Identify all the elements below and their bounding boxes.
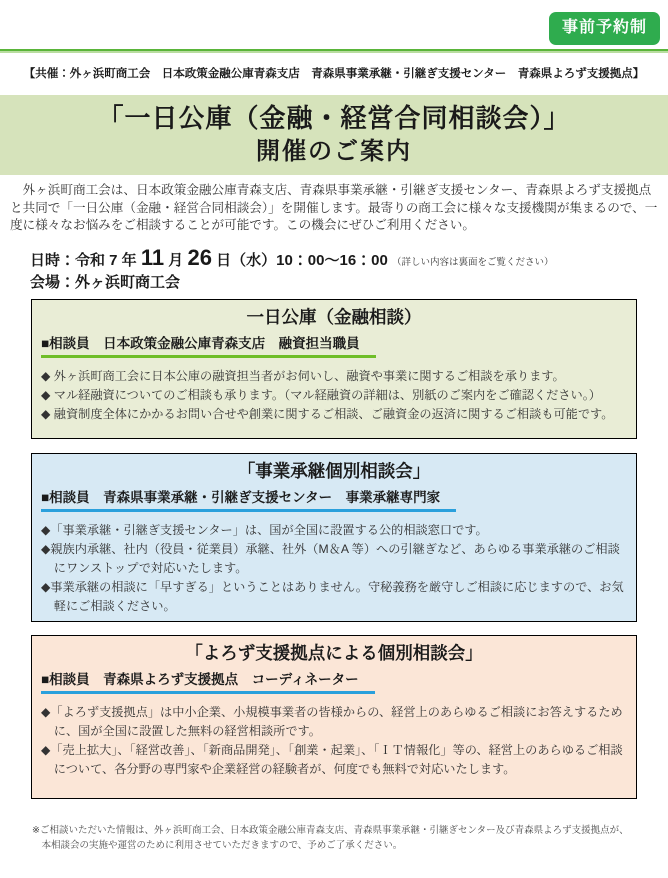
venue-line: 会場：外ヶ浜町商工会 [30,273,181,291]
bullet-item: ◆事業承継の相談に「早すぎる」ということはありません。守秘義務を厳守しご相談に応じますので、お気軽にご相談ください。 [41,579,624,613]
datetime-note: （詳しい内容は裏面をご覧ください） [392,256,554,268]
bullet-item: ◆ 外ヶ浜町商工会に日本公庫の融資担当者がお伺いし、融資や事業に関するご相談を承ります。 [41,368,565,383]
datetime-prefix: 日時：令和 7 年 [30,251,141,269]
bullet-item: ◆親族内承継、社内（役員・従業員）承継、社外（M＆A 等）への引継ぎなど、あらゆる事業承継のご相談にワンストップで対応いたします。 [41,541,620,575]
header-strip [0,0,668,49]
bullet-item: ◆「売上拡大」、「経営改善」、「新商品開発」、「創業・起業」、「ＩＴ情報化」等の、経営上のあらゆるご相談について、各分野の専門家や企業経営の経験者が、何度でも無料で対応いたします。 [41,742,623,776]
coorganizer-line: 【共催：外ヶ浜町商工会 日本政策金融公庫青森支店 青森県事業承継・引継ぎ支援センター 青森県よろず支援拠点】 [23,68,645,80]
section-title: 「よろず支援拠点による個別相談会」 [185,642,483,663]
reservation-badge: 事前予約制 [549,12,660,45]
section-yorozu-box [31,635,637,799]
month-number: 11 [140,244,165,270]
bullet-item: ◆「よろず支援拠点」は中小企業、小規模事業者の皆様からの、経営上のあらゆるご相談にお答えするために、国が全国に設置した無料の経営相談所です。 [41,704,623,738]
section-succession-box [31,453,637,622]
bullet-list [41,367,627,424]
month-unit: 月 [164,251,188,269]
title-banner [0,95,668,175]
section-title: 一日公庫（金融相談） [246,306,422,327]
event-title-line2: 開催のご案内 [256,138,412,165]
bullet-list [41,703,627,779]
consultant-line: ■相談員 日本政策金融公庫青森支店 融資担当職員 [41,331,376,358]
consultant-line: ■相談員 青森県事業承継・引継ぎ支援センター 事業承継専門家 [41,485,456,512]
bullet-item: ◆「事業承継・引継ぎ支援センター」は、国が全国に設置する公的相談窓口です。 [41,522,488,537]
bullet-item: ◆ マル経融資についてのご相談も承ります。（マル経融資の詳細は、別紙のご案内をご確認ください。） [41,387,601,402]
section-finance-box [31,299,637,439]
header-divider [0,49,668,53]
bullet-list [41,521,627,616]
footnote-line: 本相談会の実施や運営のために利用させていただきますので、予めご了承ください。 [41,839,403,851]
intro-paragraph: 外ヶ浜町商工会は、日本政策金融公庫青森支店、青森県事業承継・引継ぎ支援センター、青森県よろず支援拠点と共同で「一日公庫（金融・経営合同相談会）」を開催します。最寄りの商工会に様々な支援機関が集まるので、一度に様々なお悩みをご相談することが可能です。この機会にぜひご利用ください。 [10,183,658,232]
section-title: 「事業承継個別相談会」 [237,460,431,481]
footnote [32,823,648,853]
datetime-line [30,245,668,271]
footnote-line: ※ご相談いただいた情報は、外ヶ浜町商工会、日本政策金融公庫青森支店、青森県事業承継・引継ぎセンター及び青森県よろず支援拠点が、 [32,824,629,836]
event-title-line1: 「一日公庫（金融・経営合同相談会）」 [97,103,571,133]
time-range: 日（水）10：00～16：00 [211,251,393,269]
bullet-item: ◆ 融資制度全体にかかるお問い合せや創業に関するご相談、ご融資金の返済に関するご相談も可能です。 [41,406,614,421]
day-number: 26 [187,244,212,270]
consultant-line: ■相談員 青森県よろず支援拠点 コーディネーター [41,667,375,694]
